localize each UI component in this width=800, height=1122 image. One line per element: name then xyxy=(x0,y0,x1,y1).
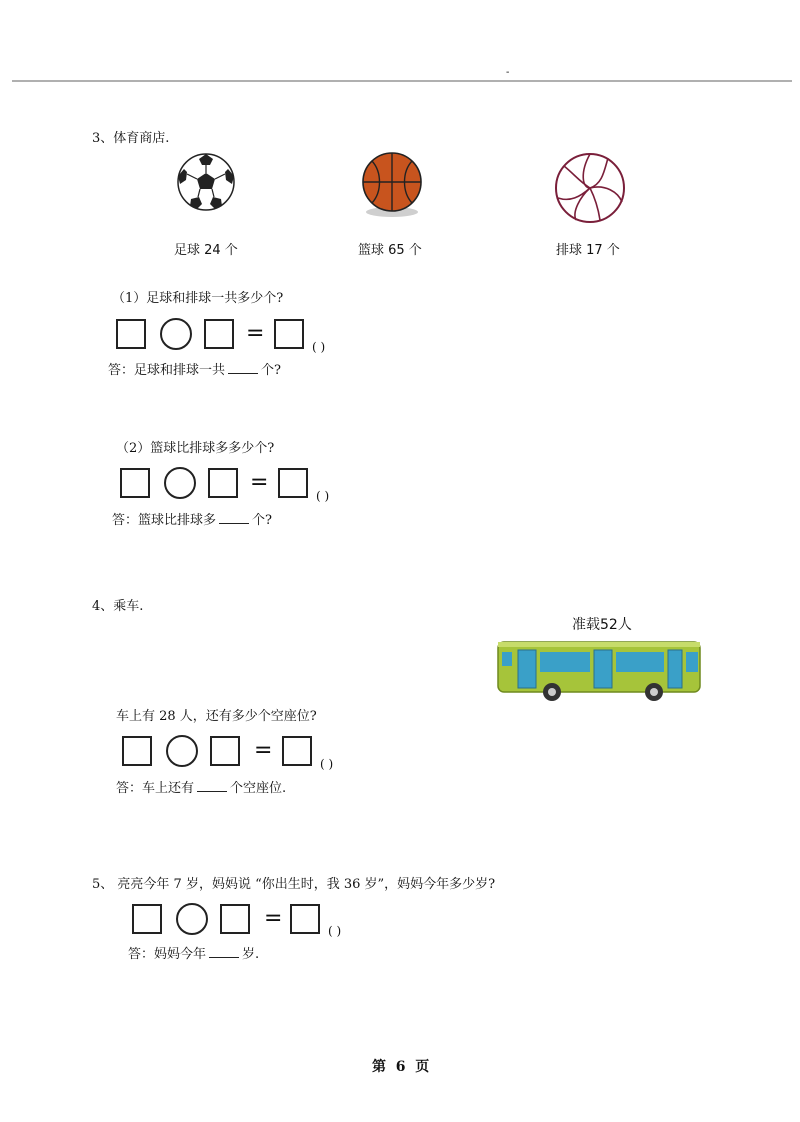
unit-paren[interactable]: ( ) xyxy=(316,489,330,503)
q3-title: 3、体育商店. xyxy=(92,131,170,146)
bus-icon xyxy=(496,638,702,702)
answer-box[interactable] xyxy=(210,736,240,766)
result-box[interactable] xyxy=(282,736,312,766)
q3-sub1-question: （1）足球和排球一共多少个? xyxy=(112,291,284,306)
answer-suffix: 岁. xyxy=(242,947,260,962)
answer-prefix: 答：车上还有 xyxy=(116,781,195,796)
equals-sign: = xyxy=(250,470,269,495)
q4-question: 车上有 28 人，还有多少个空座位? xyxy=(116,709,317,724)
answer-box[interactable] xyxy=(120,468,150,498)
answer-prefix: 答：足球和排球一共 xyxy=(108,363,226,378)
equals-sign: = xyxy=(254,738,273,763)
volleyball-icon xyxy=(550,152,630,224)
q3-sub2-answer xyxy=(112,512,272,530)
unit-paren[interactable]: ( ) xyxy=(312,340,326,354)
answer-box[interactable] xyxy=(116,319,146,349)
header-rule xyxy=(12,80,792,82)
answer-suffix: 个空座位. xyxy=(230,781,287,796)
result-box[interactable] xyxy=(278,468,308,498)
operator-circle[interactable] xyxy=(176,903,208,935)
result-box[interactable] xyxy=(290,904,320,934)
answer-box[interactable] xyxy=(208,468,238,498)
operator-circle[interactable] xyxy=(160,318,192,350)
unit-paren[interactable]: ( ) xyxy=(328,924,342,938)
page-number: 第 6 页 xyxy=(372,1059,430,1075)
q3-sub2-question: （2）篮球比排球多多少个? xyxy=(116,441,275,456)
result-box[interactable] xyxy=(274,319,304,349)
basketball-icon xyxy=(360,152,424,218)
answer-blank[interactable] xyxy=(197,780,227,792)
answer-prefix: 答：妈妈今年 xyxy=(128,947,207,962)
q4-title: 4、乘车. xyxy=(92,599,144,614)
answer-suffix: 个? xyxy=(261,363,281,378)
soccer-ball-icon xyxy=(176,152,236,212)
answer-prefix: 答：篮球比排球多 xyxy=(112,513,217,528)
unit-paren[interactable]: ( ) xyxy=(320,757,334,771)
answer-box[interactable] xyxy=(204,319,234,349)
answer-blank[interactable] xyxy=(228,362,258,374)
answer-blank[interactable] xyxy=(209,946,239,958)
answer-suffix: 个? xyxy=(252,513,272,528)
operator-circle[interactable] xyxy=(164,467,196,499)
answer-box[interactable] xyxy=(122,736,152,766)
header-mark: - xyxy=(506,67,510,78)
q5-answer xyxy=(128,946,259,964)
equals-sign: = xyxy=(264,906,283,931)
q5-title: 5、 亮亮今年 7 岁，妈妈说 “你出生时，我 36 岁”，妈妈今年多少岁? xyxy=(92,877,496,892)
q4-answer xyxy=(116,780,286,798)
q3-sub1-answer xyxy=(108,362,281,380)
answer-blank[interactable] xyxy=(219,512,249,524)
basketball-label: 篮球 65 个 xyxy=(358,243,422,258)
bus-capacity-label: 准载52人 xyxy=(572,617,632,633)
answer-box[interactable] xyxy=(132,904,162,934)
answer-box[interactable] xyxy=(220,904,250,934)
operator-circle[interactable] xyxy=(166,735,198,767)
soccer-label: 足球 24 个 xyxy=(174,243,238,258)
equals-sign: = xyxy=(246,321,265,346)
volleyball-label: 排球 17 个 xyxy=(556,243,620,258)
